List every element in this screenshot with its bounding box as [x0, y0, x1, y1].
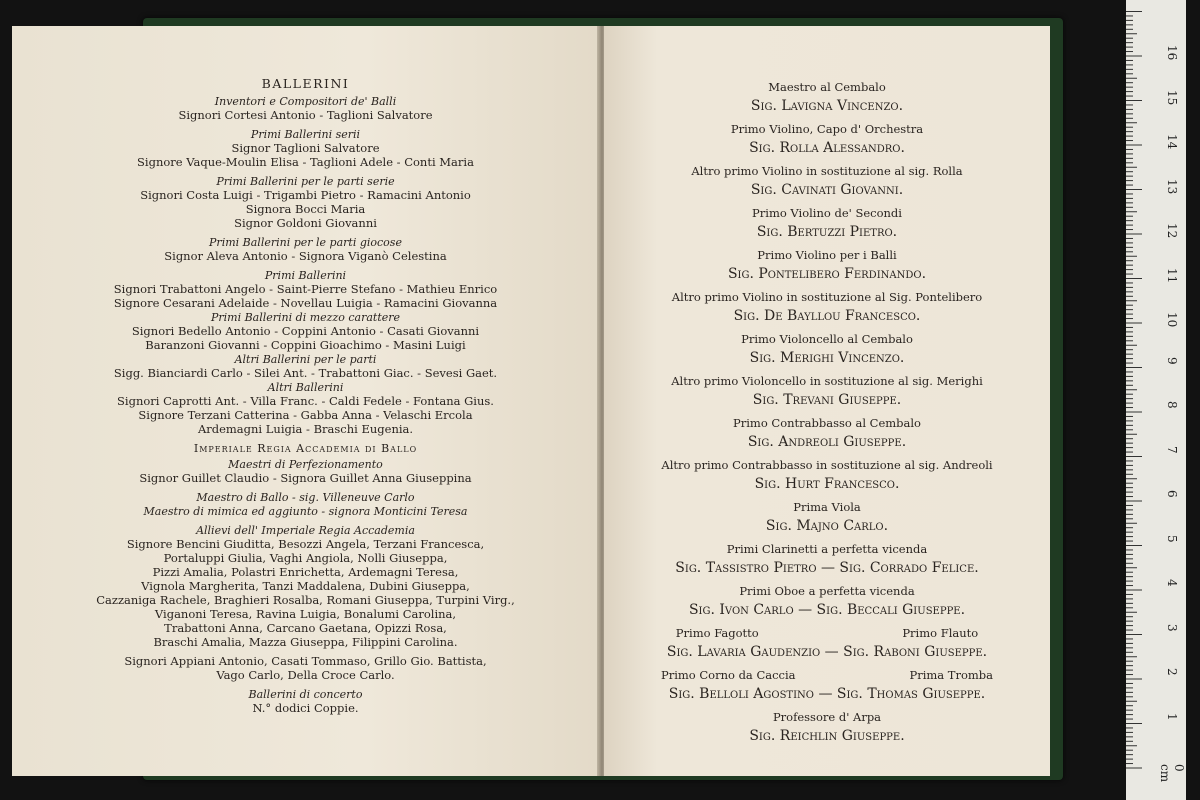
- section-heading: Maestro di mimica ed aggiunto - signora Monticini Teresa: [143, 505, 468, 518]
- text-line: Pizzi Amalia, Polastri Enrichetta, Ardemagni Teresa,: [152, 565, 459, 579]
- musician-name: Sig. Majno Carlo.: [765, 518, 889, 534]
- text-line: Trabattoni Anna, Carcano Gaetana, Opizzi Rosa,: [164, 621, 447, 635]
- ruler-label: 2: [1165, 668, 1179, 676]
- role-label: Altro primo Violoncello in sostituzione al sig. Merighi: [671, 374, 983, 388]
- ruler-label: 8: [1165, 401, 1179, 409]
- musician-name: Sig. Bertuzzi Pietro.: [756, 224, 898, 240]
- role-label: Maestro al Cembalo: [768, 80, 886, 94]
- role-label: Primo Violino de' Secondi: [752, 206, 902, 220]
- musician-name: Sig. Ivon Carlo — Sig. Beccali Giuseppe.: [688, 602, 966, 618]
- text-line: Viganoni Teresa, Ravina Luigia, Bonalumi Carolina,: [154, 607, 457, 621]
- role-label: Primi Oboe a perfetta vicenda: [739, 584, 915, 598]
- ballerini-list: [12, 78, 599, 717]
- left-page: [12, 26, 599, 776]
- musician-name: Sig. Andreoli Giuseppe.: [747, 434, 907, 450]
- text-line: Signori Caprotti Ant. - Villa Franc. - Caldi Fedele - Fontana Gius.: [117, 394, 494, 408]
- text-line: Signor Guillet Claudio - Signora Guillet Anna Giuseppina: [139, 471, 472, 485]
- role-label: Primo Violino per i Balli: [757, 248, 897, 262]
- section-heading: Primi Ballerini di mezzo carattere: [210, 311, 401, 324]
- section-heading: Primi Ballerini serii: [250, 128, 361, 141]
- text-line: Signore Terzani Catterina - Gabba Anna - Velaschi Ercola: [138, 408, 473, 422]
- section-heading: Maestri di Perfezionamento: [228, 458, 383, 471]
- section-heading: Allievi dell' Imperiale Regia Accademia: [196, 524, 415, 537]
- section-heading: Ballerini di concerto: [248, 688, 363, 701]
- musician-name: Sig. Tassistro Pietro — Sig. Corrado Felice.: [675, 560, 979, 576]
- section-heading: Inventori e Compositori de' Balli: [214, 95, 397, 108]
- text-line: Sigg. Bianciardi Carlo - Silei Ant. - Trabattoni Giac. - Sevesi Gaet.: [113, 366, 498, 380]
- musician-name: Sig. Cavinati Giovanni.: [750, 182, 904, 198]
- role-label: Altro primo Violino in sostituzione al Sig. Pontelibero: [671, 290, 983, 304]
- ruler-label: 12: [1165, 223, 1179, 239]
- right-page: [604, 26, 1050, 776]
- text-line: Vago Carlo, Della Croce Carlo.: [216, 668, 395, 682]
- ruler-label: 7: [1165, 445, 1179, 454]
- text-line: Baranzoni Giovanni - Coppini Gioachimo - Masini Luigi: [145, 338, 466, 352]
- musician-name: Sig. Lavaria Gaudenzio — Sig. Raboni Giuseppe.: [666, 644, 988, 660]
- ruler-label: 15: [1165, 89, 1179, 105]
- role-label-pair: [604, 670, 1050, 687]
- ruler-label: 3: [1165, 623, 1179, 632]
- musician-name: Sig. Belloli Agostino — Sig. Thomas Giuseppe.: [668, 686, 986, 702]
- section-heading: Maestro di Ballo - sig. Villeneuve Carlo: [196, 491, 415, 504]
- role-label: Primo Contrabbasso al Cembalo: [733, 416, 921, 430]
- musician-name: Sig. Trevani Giuseppe.: [752, 392, 902, 408]
- role-label: Primo Flauto: [902, 626, 979, 640]
- text-line: Signore Cesarani Adelaide - Novellau Luigia - Ramacini Giovanna: [113, 296, 498, 310]
- musician-name: Sig. De Bayllou Francesco.: [733, 308, 921, 324]
- text-line: Signore Bencini Giuditta, Besozzi Angela, Terzani Francesca,: [126, 537, 485, 551]
- ruler-label: 6: [1165, 490, 1179, 498]
- section-heading: Primi Ballerini: [264, 269, 347, 282]
- ruler-label: 16: [1165, 45, 1179, 61]
- role-label: Primo Violino, Capo d' Orchestra: [730, 122, 924, 136]
- ruler-label: 14: [1165, 134, 1179, 150]
- role-label: Primo Fagotto: [675, 626, 759, 640]
- text-line: Portaluppi Giulia, Vaghi Angiola, Nolli Giuseppa,: [163, 551, 448, 565]
- orchestra-list: [604, 82, 1050, 754]
- text-line: Signora Bocci Maria: [245, 202, 366, 216]
- section-heading: Altri Ballerini per le parti: [234, 353, 377, 366]
- ruler-label: 13: [1165, 178, 1179, 194]
- musician-name: Sig. Merighi Vincenzo.: [749, 350, 905, 366]
- page-title: BALLERINI: [261, 76, 350, 91]
- role-label: Professore d' Arpa: [772, 710, 882, 724]
- text-line: Ardemagni Luigia - Braschi Eugenia.: [197, 422, 414, 436]
- role-label: Prima Viola: [793, 500, 861, 514]
- ruler-label: 11: [1165, 267, 1179, 283]
- text-line: Vignola Margherita, Tanzi Maddalena, Dubini Giuseppa,: [141, 579, 470, 593]
- ruler-label: 10: [1165, 312, 1179, 328]
- musician-name: Sig. Pontelibero Ferdinando.: [727, 266, 927, 282]
- text-line: Signor Goldoni Giovanni: [234, 216, 377, 230]
- role-label: Altro primo Violino in sostituzione al sig. Rolla: [691, 164, 963, 178]
- ruler-label: 5: [1165, 534, 1179, 543]
- measuring-ruler: [1126, 0, 1186, 800]
- text-line: Signori Bedello Antonio - Coppini Antonio - Casati Giovanni: [131, 324, 480, 338]
- text-line: Imperiale Regia Accademia di Ballo: [193, 442, 418, 455]
- text-line: Signori Appiani Antonio, Casati Tommaso, Grillo Gio. Battista,: [124, 654, 487, 668]
- text-line: Signore Vaque-Moulin Elisa - Taglioni Adele - Conti Maria: [137, 155, 474, 169]
- ruler-label: 9: [1165, 356, 1179, 365]
- text-line: N.° dodici Coppie.: [252, 701, 359, 715]
- role-label: Primo Corno da Caccia: [660, 668, 796, 682]
- text-line: Signori Cortesi Antonio - Taglioni Salvatore: [178, 108, 433, 122]
- role-label-pair: [604, 628, 1050, 645]
- section-heading: Altri Ballerini: [267, 381, 344, 394]
- section-heading: Primi Ballerini per le parti giocose: [209, 236, 402, 249]
- text-line: Signor Taglioni Salvatore: [231, 141, 380, 155]
- musician-name: Sig. Lavigna Vincenzo.: [750, 98, 904, 114]
- text-line: Signori Trabattoni Angelo - Saint-Pierre Stefano - Mathieu Enrico: [113, 282, 498, 296]
- ruler-label: 1: [1165, 712, 1179, 721]
- text-line: Cazzaniga Rachele, Braghieri Rosalba, Romani Giuseppa, Turpini Virg.,: [96, 593, 515, 607]
- role-label: Altro primo Contrabbasso in sostituzione al sig. Andreoli: [661, 458, 993, 472]
- ruler-label: 0 cm: [1158, 764, 1186, 783]
- role-label: Prima Tromba: [909, 668, 994, 682]
- text-line: Braschi Amalia, Mazza Giuseppa, Filippini Carolina.: [153, 635, 458, 649]
- role-label: Primo Violoncello al Cembalo: [741, 332, 913, 346]
- musician-name: Sig. Rolla Alessandro.: [749, 140, 905, 156]
- ruler-label: 4: [1165, 579, 1179, 587]
- musician-name: Sig. Hurt Francesco.: [754, 476, 900, 492]
- text-line: Signori Costa Luigi - Trigambi Pietro - Ramacini Antonio: [140, 188, 471, 202]
- musician-name: Sig. Reichlin Giuseppe.: [749, 728, 905, 744]
- section-heading: Primi Ballerini per le parti serie: [216, 175, 395, 188]
- text-line: Signor Aleva Antonio - Signora Viganò Celestina: [164, 249, 447, 263]
- role-label: Primi Clarinetti a perfetta vicenda: [726, 542, 928, 556]
